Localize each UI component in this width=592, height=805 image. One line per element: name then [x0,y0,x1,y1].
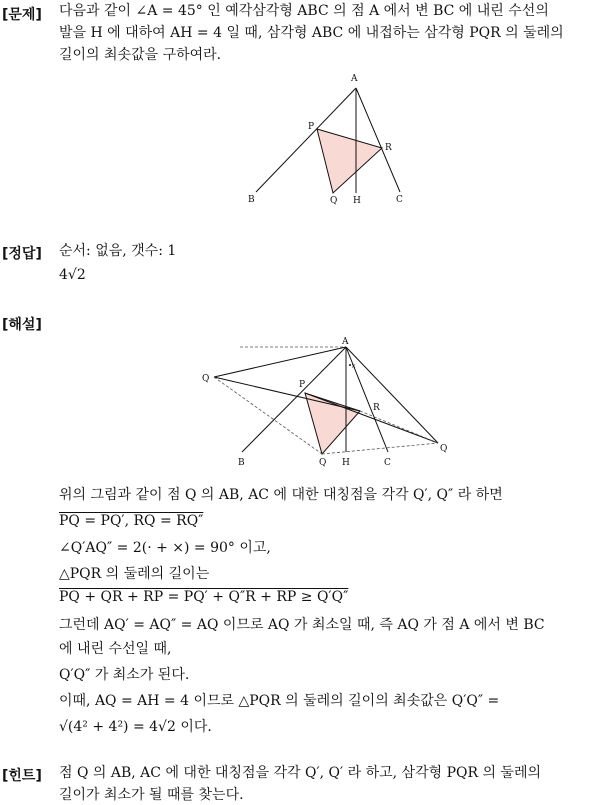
problem-line: 길이의 최솟값을 구하여라. [59,47,222,63]
label-q: Q [330,196,338,206]
label-p: P [299,380,306,390]
solution-line: 그런데 AQ′ = AQ″ = AQ 이므로 AQ 가 최소일 때, 즉 AQ 가 점 A 에서 변 BC [59,617,545,633]
problem-line: 발을 H 에 대하여 AH = 4 일 때, 삼각형 ABC 에 내접하는 삼각형 PQR 의 둘레의 [59,25,564,41]
label-b: B [238,458,245,468]
dashed-qq2 [322,443,438,454]
dashed-rq2 [360,411,438,443]
label-b: B [248,195,255,205]
solution-line: ∠Q′AQ″ = 2(· + ×) = 90° 이고, [59,540,271,556]
angle-mark-cross: × [351,363,357,370]
label-c: C [396,195,403,205]
hint-line: 길이가 최소가 될 때를 찾는다. [59,787,244,803]
solution-line: 위의 그림과 같이 점 Q 의 AB, AC 에 대한 대칭점을 각각 Q′, Q″ 라 하면 [59,487,503,503]
label-q-double-prime: Q [440,444,448,454]
solution-line: PQ = PQ′, RQ = RQ″ [59,513,204,529]
solution-line: Q′Q″ 가 최소가 된다. [59,667,190,683]
line-aq2 [346,347,438,443]
answer-label: [정답] [2,246,42,262]
label-a: A [351,74,358,84]
hint-line: 점 Q 의 AB, AC 에 대한 대칭점을 각각 Q′, Q′ 라 하고, 삼각형 PQR 의 둘레의 [59,765,542,781]
solution-line: 에 내린 수선일 때, [59,641,172,657]
label-q-prime: Q [202,374,210,384]
answer-value: 4√2 [59,267,86,283]
answer-line: 순서: 없음, 갯수: 1 [59,243,177,259]
problem-label: [문제] [2,7,42,23]
triangle-pqr [305,393,360,454]
problem-line: 다음과 같이 ∠A = 45° 인 예각삼각형 ABC 의 점 A 에서 변 BC 에 내린 수선의 [59,3,549,19]
label-q: Q [319,458,327,468]
dashed-q1q [214,377,322,454]
solution-line: 이때, AQ = AH = 4 이므로 △PQR 의 둘레의 길이의 최솟값은 Q′Q″ = [59,693,500,709]
triangle-pqr [317,129,382,193]
side-ac [356,88,400,192]
solution-line: √(4² + 4²) = 4√2 이다. [59,719,212,735]
solution-line: △PQR 의 둘레의 길이는 [59,566,210,582]
label-h: H [353,196,361,206]
line-aq1 [214,347,346,377]
label-h: H [342,458,350,468]
solution-line: PQ + QR + RP = PQ′ + Q″R + RP ≥ Q′Q″ [59,589,349,605]
problem-figure [240,70,410,210]
label-c: C [384,458,391,468]
label-p: P [308,122,315,132]
label-r: R [373,403,380,413]
hint-label: [힌트] [2,768,42,784]
label-r: R [385,143,392,153]
label-a: A [342,337,349,347]
solution-figure [200,335,460,475]
solution-label: [해설] [2,317,42,333]
